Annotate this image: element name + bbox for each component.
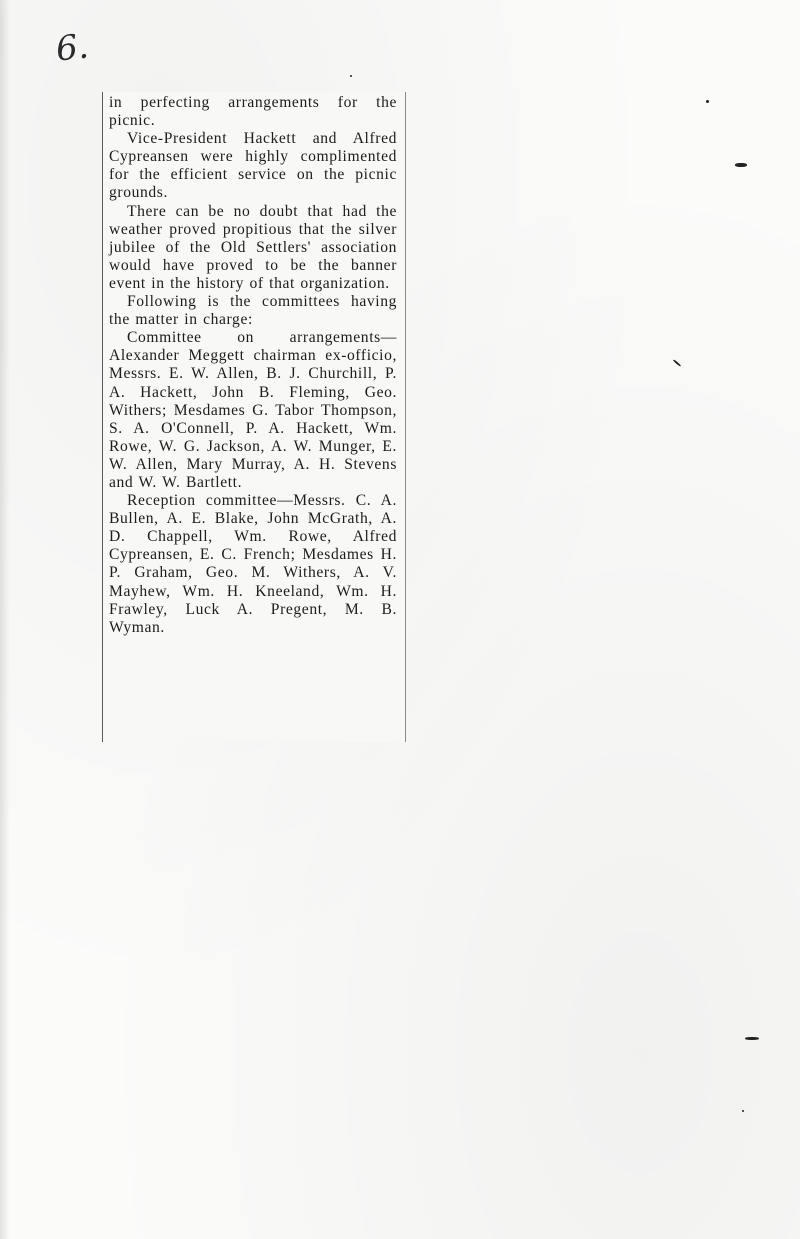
ink-speck xyxy=(742,1110,744,1112)
article-paragraph-1: in perfecting arrangements for the picnic. xyxy=(109,94,397,130)
ink-speck xyxy=(735,163,747,167)
article-paragraph-3: There can be no doubt that had the weather proved propitious that the silver jubilee of the Old Settlers' association would have proved to be the banner event in the history of that organization. xyxy=(109,202,397,292)
page-number: 6. xyxy=(53,26,91,70)
article-paragraph-5: Committee on arrangements—Alexander Meggett chairman ex-officio, Messrs. E. W. Allen, B. J. Churchill, P. A. Hackett, John B. Fleming, Geo. Withers; Mesdames G. Tabor Thompson, S. A. O'Connell, P. A. Hackett, Wm. Rowe, W. G. Jackson, A. W. Munger, E. W. Allen, Mary Murray, A. H. Stevens and W. W. Bartlett. xyxy=(109,329,397,491)
article-body xyxy=(109,94,397,637)
article-paragraph-2: Vice-President Hackett and Alfred Cypreansen were highly complimented for the efficient service on the picnic grounds. xyxy=(109,130,397,202)
newspaper-clipping xyxy=(102,92,406,742)
ink-speck xyxy=(350,75,352,77)
page-edge-shadow xyxy=(0,0,10,1239)
ink-speck xyxy=(706,100,709,103)
ink-speck xyxy=(673,359,682,367)
article-paragraph-6: Reception committee—Messrs. C. A. Bullen, A. E. Blake, John McGrath, A. D. Chappell, Wm. Rowe, Alfred Cypreansen, E. C. French; Mesdames H. P. Graham, Geo. M. Withers, A. V. Mayhew, Wm. H. Kneeland, Wm. H. Frawley, Luck A. Pregent, M. B. Wyman. xyxy=(109,492,397,636)
article-paragraph-4: Following is the committees having the matter in charge: xyxy=(109,293,397,329)
ink-speck xyxy=(745,1037,759,1040)
